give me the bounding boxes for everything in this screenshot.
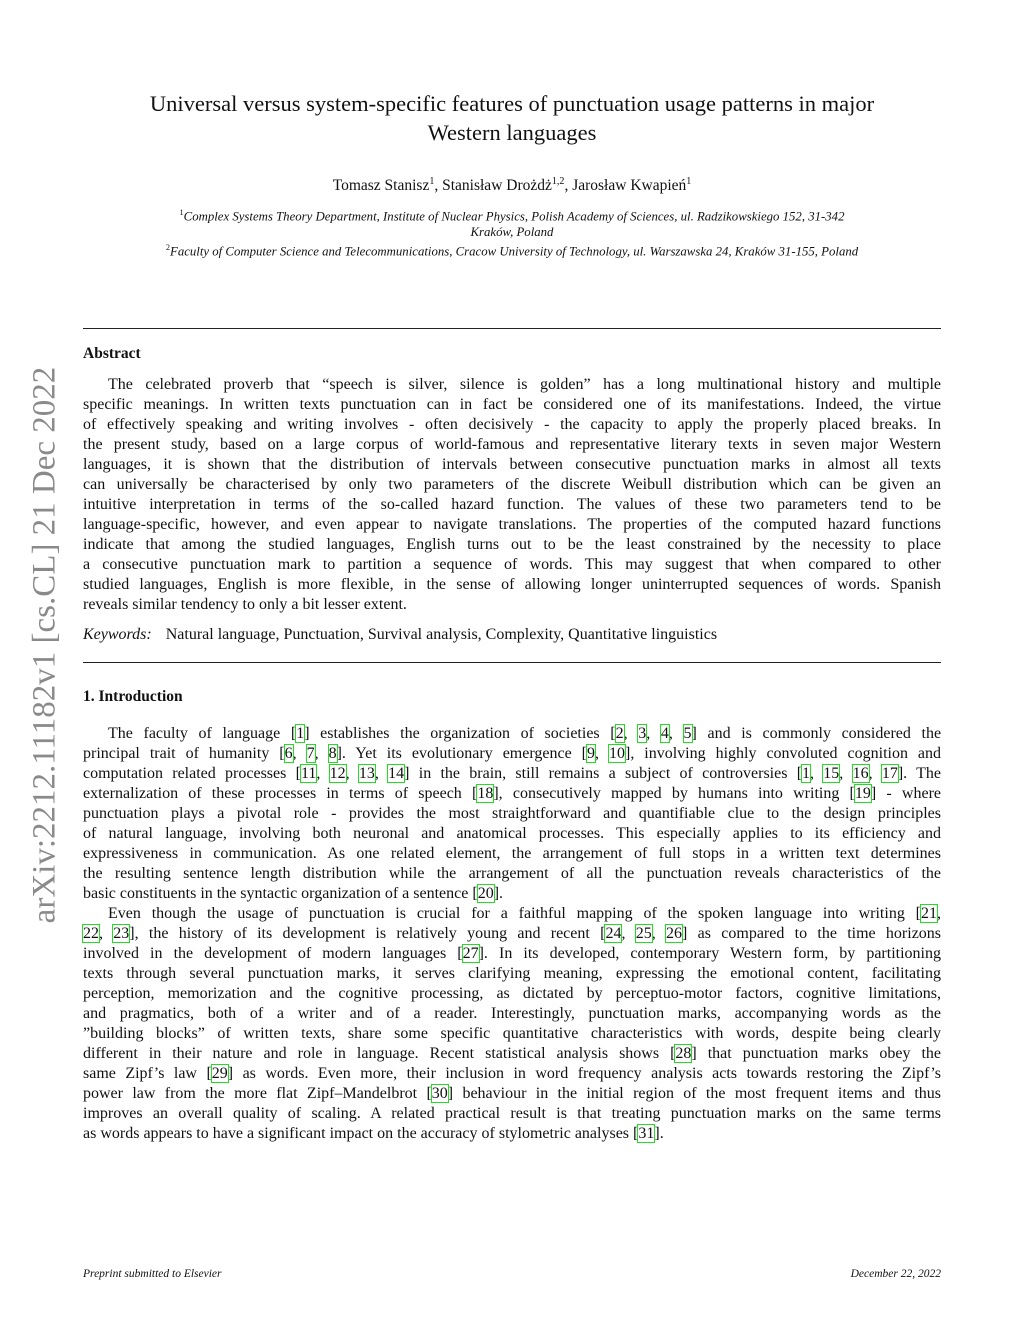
citation-link[interactable]: 6: [284, 745, 293, 762]
text-line: The faculty of language [1] establishes the organization of societies [2, 3, 4, 5] and is commonly considered the: [108, 725, 942, 742]
text-line: The celebrated proverb that “speech is silver, silence is golden” has a long multinational history and multiple: [108, 376, 941, 393]
section-heading: 1. Introduction: [83, 688, 183, 705]
affiliations: [83, 205, 941, 260]
keywords-label: Keywords:: [83, 626, 152, 643]
intro-paragraph: [83, 724, 941, 904]
text-line: specific meanings. In written texts punctuation can in fact be considered one of its manifestations. Indeed, the virtue: [83, 396, 941, 413]
text-line: perception, memorization and the cognitive processing, as dictated by perceptuo-motor factors, cognitive limitations,: [83, 985, 941, 1002]
abstract-body: [83, 375, 941, 615]
citation-link[interactable]: 14: [388, 765, 405, 782]
citation-link[interactable]: 4: [660, 725, 669, 742]
text-line: the present study, based on a large corpus of world-famous and representative literary texts in seven major Western: [83, 436, 941, 453]
text-line: same Zipf’s law [29] as words. Even more, their inclusion in word frequency analysis acts towards restoring the Zipf’s: [83, 1065, 942, 1082]
citation-link[interactable]: 8: [328, 745, 337, 762]
abstract-heading: Abstract: [83, 345, 141, 362]
citation-link[interactable]: 19: [854, 785, 871, 802]
citation-link[interactable]: 24: [605, 925, 622, 942]
citation-link[interactable]: 18: [477, 785, 494, 802]
citation-link[interactable]: 28: [675, 1045, 692, 1062]
title-line: Universal versus system-specific features of punctuation usage patterns in major: [149, 91, 875, 116]
citation-link[interactable]: 13: [358, 765, 375, 782]
citation-link[interactable]: 15: [823, 765, 840, 782]
text-line: languages, it is shown that the distribution of intervals between consecutive punctuation marks in almost all texts: [83, 456, 941, 473]
citation-link[interactable]: 20: [477, 885, 494, 902]
citation-link[interactable]: 29: [211, 1065, 228, 1082]
citation-link[interactable]: 17: [881, 765, 898, 782]
citation-link[interactable]: 10: [608, 745, 625, 762]
arxiv-stamp: arXiv:2212.11182v1 [cs.CL] 21 Dec 2022: [26, 366, 63, 924]
author: Stanisław Drożdż$^{1,2}$: [442, 176, 565, 195]
footer-right: December 22, 2022: [850, 1268, 941, 1280]
citation-link[interactable]: 21: [921, 905, 937, 922]
citation-link[interactable]: 26: [666, 925, 683, 942]
text-line: a consecutive punctuation mark to partition a sequence of words. This may suggest that when compared to other: [83, 556, 941, 573]
citation-link[interactable]: 23: [113, 925, 130, 942]
text-line: texts through several punctuation marks, it serves clarifying meaning, expressing the emotional content, facilitating: [83, 965, 941, 982]
title-line: Western languages: [427, 120, 597, 145]
text-line: principal trait of humanity [6, 7, 8]. Yet its evolutionary emergence [9, 10], involving highly convoluted cognition and: [83, 745, 942, 762]
text-line: as words appears to have a significant impact on the accuracy of stylometric analyses [31].: [83, 1125, 664, 1142]
paper-title: [60, 89, 964, 147]
text-line: the resulting sentence length distribution while the arrangement of all the punctuation reveals characteristics of the: [83, 865, 941, 882]
text-line: of effectively speaking and writing involves - often decisively - the capacity to apply the properly placed breaks. In: [83, 416, 941, 433]
text-line: can universally be characterised by only two parameters of the discrete Weibull distribution which can be given an: [83, 476, 941, 493]
text-line: involved in the development of modern languages [27]. In its developed, contemporary Western form, by partitioning: [83, 945, 941, 962]
keywords-text: Natural language, Punctuation, Survival analysis, Complexity, Quantitative linguistics: [165, 626, 718, 643]
text-line: studied languages, English is more flexible, in the sense of allowing longer uninterrupted sequences of words. Spanish: [83, 576, 941, 593]
citation-link[interactable]: 27: [462, 945, 479, 962]
footer-left: Preprint submitted to Elsevier: [83, 1268, 222, 1280]
text-line: reveals similar tendency to only a bit lesser extent.: [83, 596, 407, 613]
text-line: 22, 23], the history of its development is relatively young and recent [24, 25, 26] as compared to the time horizons: [83, 925, 942, 942]
text-line: ”building blocks” of written texts, share some specific quantitative characteristics with words, despite being clearly: [83, 1025, 941, 1042]
affiliation: $^1$Complex Systems Theory Department, Institute of Nuclear Physics, Polish Academy of Sciences, ul. Radzikowskiego 152, 31-342: [179, 208, 845, 224]
citation-link[interactable]: 16: [852, 765, 869, 782]
text-line: different in their nature and role in language. Recent statistical analysis shows [28] that punctuation marks obey the: [83, 1045, 942, 1062]
text-line: punctuation plays a pivotal role - provides the most straightforward and quantifiable clue to the design principles: [83, 805, 941, 822]
citation-link[interactable]: 12: [329, 765, 346, 782]
affiliation-continued: Kraków, Poland: [470, 225, 554, 240]
text-line: indicate that among the studied languages, English turns out to be the least constrained by the necessity to place: [83, 536, 941, 553]
author: Tomasz Stanisz$^1$: [332, 176, 435, 195]
text-line: and pragmatics, both of a writer and of a reader. Interestingly, punctuation marks, accompanying words as the: [83, 1005, 941, 1022]
citation-link[interactable]: 9: [587, 745, 595, 762]
affiliation: $^2$Faculty of Computer Science and Telecommunications, Cracow University of Technology, ul. Warszawska 24, Kraków 31-155, Poland: [165, 243, 859, 259]
citation-link[interactable]: 1: [802, 765, 811, 782]
citation-link[interactable]: 11: [300, 765, 317, 782]
text-line: expressiveness in communication. As one related element, the arrangement of full stops in a written text determines: [83, 845, 941, 862]
divider: [83, 328, 941, 329]
text-line: language-specific, however, and even appear to navigate translations. The properties of the computed hazard functions: [83, 516, 941, 533]
text-line: of natural language, involving both neuronal and anatomical processes. This especially applies to its efficiency and: [83, 825, 941, 842]
citation-link[interactable]: 3: [638, 725, 647, 742]
text-line: intuitive interpretation in terms of the so-called hazard function. The values of these two parameters tend to be: [83, 496, 941, 513]
text-line: power law from the more flat Zipf–Mandelbrot [30] behaviour in the initial region of the most frequent items and thus: [83, 1085, 942, 1102]
citation-link[interactable]: 30: [431, 1085, 448, 1102]
text-line: improves an overall quality of scaling. A related practical result is that treating punctuation marks on the same terms: [83, 1105, 941, 1122]
intro-paragraph: [83, 904, 941, 1144]
text-line: basic constituents in the syntactic organization of a sentence [20].: [83, 885, 504, 902]
citation-link[interactable]: 7: [306, 745, 315, 762]
divider: [83, 662, 941, 663]
citation-link[interactable]: 31: [638, 1125, 655, 1142]
citation-link[interactable]: 22: [83, 925, 99, 942]
author: Jarosław Kwapień$^1$: [572, 176, 692, 195]
citation-link[interactable]: 2: [615, 725, 624, 742]
citation-link[interactable]: 1: [296, 725, 305, 742]
keywords: [83, 626, 717, 644]
text-line: externalization of these processes in terms of speech [18], consecutively mapped by humans into writing [19] - where: [83, 785, 941, 802]
citation-link[interactable]: 25: [635, 925, 652, 942]
author-list: Tomasz Stanisz$^1$, Stanisław Drożdż$^{1,2}$, Jarosław Kwapień$^1$: [332, 176, 692, 195]
text-line: Even though the usage of punctuation is crucial for a faithful mapping of the spoken language into writing [21,: [108, 905, 941, 922]
text-line: computation related processes [11, 12, 13, 14] in the brain, still remains a subject of controversies [1, 15, 16, 17]. The: [83, 765, 942, 782]
citation-link[interactable]: 5: [683, 725, 692, 742]
